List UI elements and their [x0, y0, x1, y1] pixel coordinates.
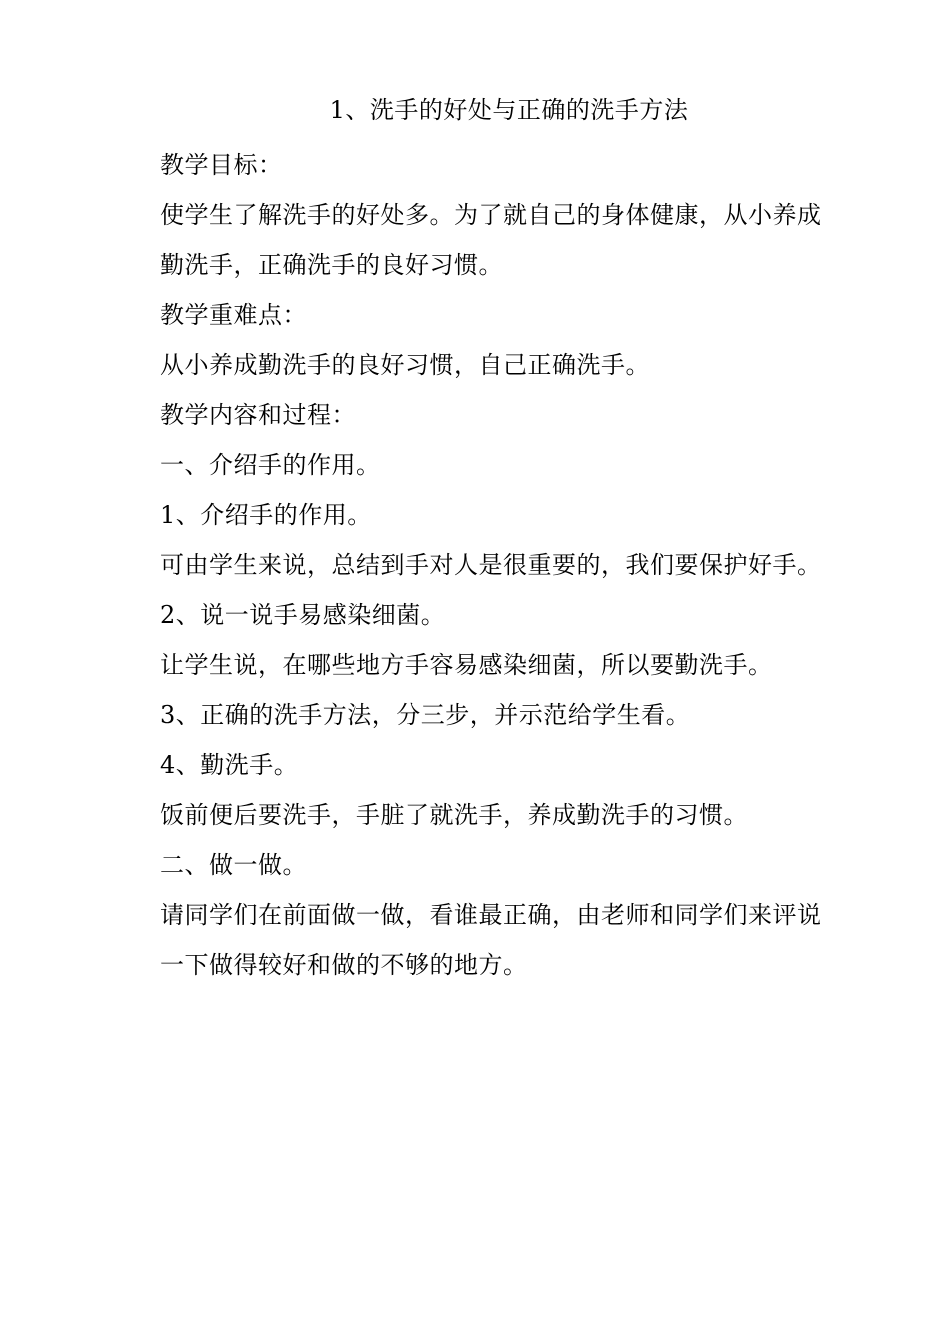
- paragraph-line: 从小养成勤洗手的良好习惯，自己正确洗手。: [160, 351, 650, 379]
- list-heading: 二、做一做。: [160, 851, 307, 879]
- paragraph-line: 使学生了解洗手的好处多。为了就自己的身体健康，从小养成: [160, 201, 822, 229]
- list-item: 2、说一说手易感染细菌。: [160, 601, 446, 629]
- section-heading-key-points: 教学重难点：: [160, 301, 307, 329]
- list-item: 3、正确的洗手方法，分三步，并示范给学生看。: [160, 701, 691, 729]
- list-heading: 一、介绍手的作用。: [160, 451, 381, 479]
- paragraph-line: 饭前便后要洗手，手脏了就洗手，养成勤洗手的习惯。: [160, 801, 748, 829]
- paragraph-line: 一下做得较好和做的不够的地方。: [160, 951, 528, 979]
- page-title: 1、洗手的好处与正确的洗手方法: [329, 96, 689, 124]
- paragraph-line: 勤洗手，正确洗手的良好习惯。: [160, 251, 503, 279]
- document-body: [160, 140, 870, 990]
- paragraph-line: 可由学生来说，总结到手对人是很重要的，我们要保护好手。: [160, 551, 822, 579]
- list-item: 4、勤洗手。: [160, 751, 299, 779]
- list-item: 1、介绍手的作用。: [160, 501, 372, 529]
- paragraph-line: 让学生说，在哪些地方手容易感染细菌，所以要勤洗手。: [160, 651, 773, 679]
- section-heading-objectives: 教学目标：: [160, 151, 283, 179]
- paragraph-line: 请同学们在前面做一做，看谁最正确，由老师和同学们来评说: [160, 901, 822, 929]
- section-heading-content: 教学内容和过程：: [160, 401, 356, 429]
